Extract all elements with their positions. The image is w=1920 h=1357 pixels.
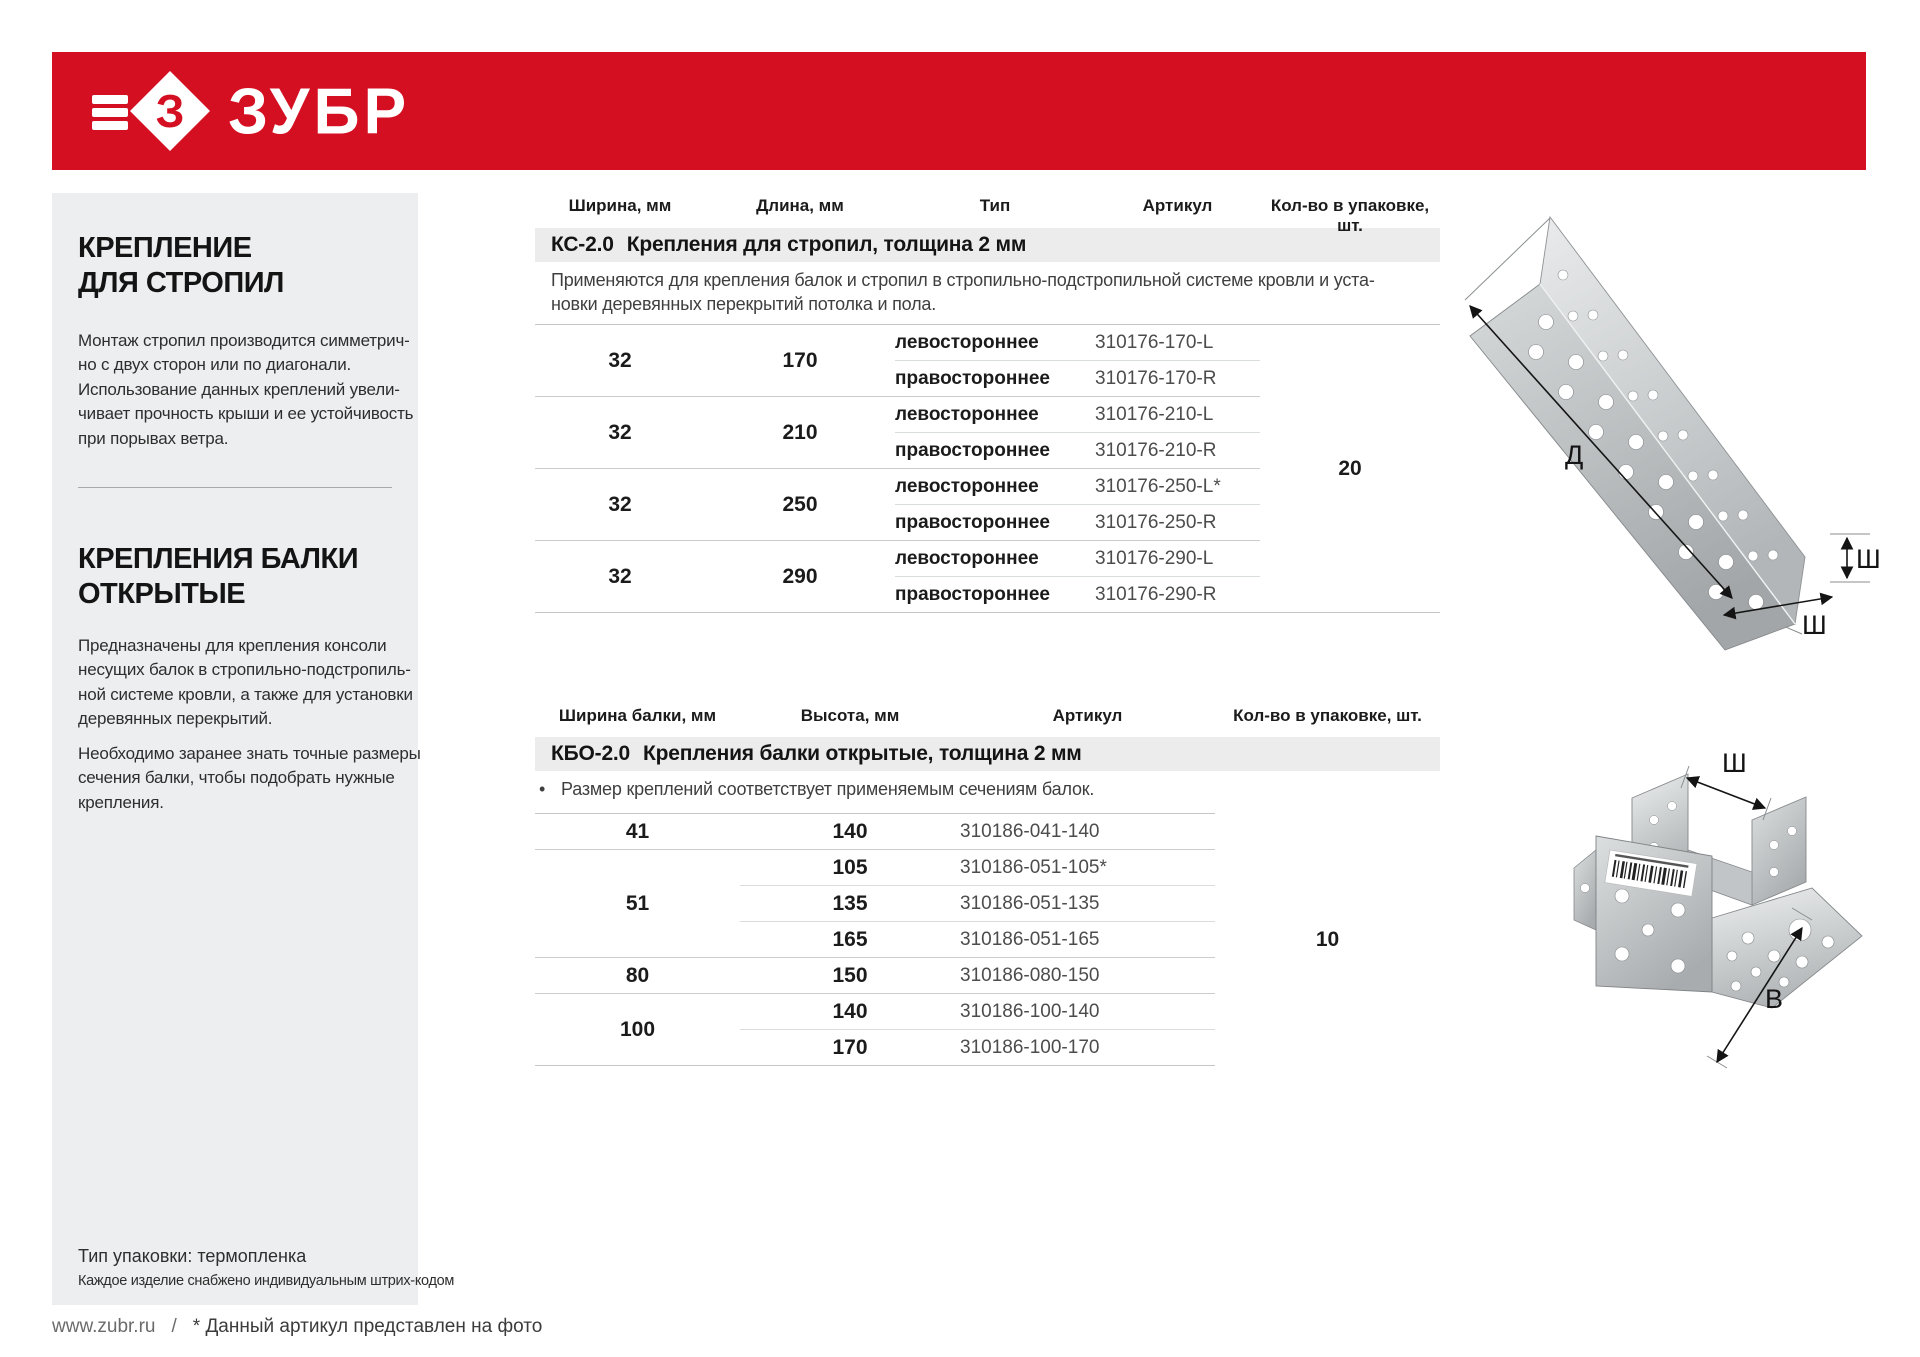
width-cell: 100	[535, 994, 740, 1066]
beam-table-block	[535, 706, 1440, 1066]
col-header-beam-width: Ширина балки, мм	[558, 706, 717, 725]
sidebar-packaging	[78, 1246, 454, 1289]
table-row	[535, 814, 1440, 850]
sidebar-paragraph-rafter: Монтаж стропил производится симметрич- но с двух сторон или по диагонали. Использование данных креплений увели- чивает прочность крыши и ее устойчивость при порывах ветра.	[78, 330, 414, 448]
footer-url[interactable]: www.zubr.ru	[52, 1316, 156, 1337]
article-cell: 310176-210-R	[1095, 433, 1260, 469]
height-cell: 140	[740, 814, 960, 850]
height-cell: 150	[740, 958, 960, 994]
length-cell: 170	[705, 325, 895, 397]
logo-text: ЗУБР	[228, 74, 411, 148]
width-cell: 41	[535, 814, 740, 850]
type-cell: правостороннее	[895, 361, 1095, 397]
packaging-note: Каждое изделие снабжено индивидуальным штрих-кодом	[78, 1273, 455, 1289]
article-cell: 310176-210-L	[1095, 397, 1260, 433]
width-cell: 80	[535, 958, 740, 994]
type-cell: левостороннее	[895, 325, 1095, 361]
type-cell: левостороннее	[895, 397, 1095, 433]
pack-qty-cell: 20	[1338, 456, 1362, 480]
article-cell: 310176-290-R	[1095, 583, 1217, 605]
side-width-dimension-label: Ш	[1856, 544, 1881, 574]
zubr-logo-icon	[90, 69, 212, 153]
rafter-description: Применяются для крепления балок и стропил в стропильно-подстропильной системе кровли и уста- новки деревянных перекрытий потолка и пола.	[551, 270, 1375, 314]
sidebar-paragraph-beam-2: Необходимо заранее знать точные размеры сечения балки, чтобы подобрать нужные крепления.	[78, 743, 421, 812]
type-cell: правостороннее	[895, 583, 1050, 605]
footer-photo-note: * Данный артикул представлен на фото	[192, 1316, 543, 1337]
sidebar-paragraph-beam-1: Предназначены для крепления консоли несущих балок в стропильно-подстропиль- ной системе кровли, а также для установки деревянных перекрытий.	[78, 635, 413, 729]
article-cell: 310176-250-R	[1095, 505, 1260, 541]
zubr-logo	[90, 69, 410, 153]
width-cell: 32	[535, 469, 705, 541]
article-cell: 310176-170-R	[1095, 361, 1260, 397]
pack-qty-cell: 10	[1315, 927, 1340, 951]
beam-table-header	[535, 706, 1440, 737]
sidebar	[52, 193, 455, 1305]
rafter-table-header	[535, 196, 1440, 235]
type-cell: левостороннее	[895, 469, 1095, 505]
beam-table	[535, 813, 1440, 1066]
sidebar-title-beam: КРЕПЛЕНИЯ БАЛКИ ОТКРЫТЫЕ	[78, 543, 359, 611]
svg-text:З: З	[155, 85, 185, 137]
rafter-table	[535, 324, 1440, 613]
article-cell: 310176-290-L	[1095, 541, 1260, 577]
article-cell: 310186-041-140	[960, 814, 1215, 850]
height-cell: 170	[740, 1030, 960, 1066]
rafter-table-block	[535, 196, 1440, 613]
height-cell: 105	[740, 850, 960, 886]
rafter-bracket-photo	[1450, 172, 1910, 657]
height-cell: 135	[740, 886, 960, 922]
col-header-article: Артикул	[1052, 706, 1123, 725]
type-cell: левостороннее	[895, 541, 1095, 577]
length-cell: 290	[782, 564, 818, 588]
width-cell: 51	[535, 850, 740, 958]
col-header-height: Высота, мм	[800, 706, 900, 725]
col-header-article: Артикул	[1142, 196, 1213, 215]
height-cell: 140	[740, 994, 960, 1030]
table-row	[535, 325, 1440, 361]
width-cell: 32	[535, 397, 705, 469]
article-cell: 310186-100-170	[960, 1030, 1215, 1066]
footer-separator: /	[171, 1316, 177, 1337]
sidebar-title-rafter: КРЕПЛЕНИЕ ДЛЯ СТРОПИЛ	[78, 232, 284, 300]
article-cell: 310186-080-150	[960, 958, 1215, 994]
beam-section-band	[535, 737, 1440, 771]
length-cell: 210	[705, 397, 895, 469]
section-title: Крепления балки открытые, толщина 2 мм	[643, 742, 1082, 765]
width-dimension-arrow	[1687, 778, 1765, 808]
type-cell: правостороннее	[895, 505, 1095, 541]
header-band	[52, 52, 1866, 170]
col-header-qty: Кол-во в упаковке, шт.	[1233, 706, 1422, 725]
width-cell: 32	[535, 325, 705, 397]
article-cell: 310186-051-165	[960, 922, 1215, 958]
article-cell: 310176-250-L*	[1095, 469, 1260, 505]
article-cell: 310186-051-105*	[960, 850, 1215, 886]
width-dimension-label: Ш	[1722, 750, 1747, 778]
article-cell: 310186-100-140	[960, 994, 1215, 1030]
section-code: КБО-2.0	[551, 742, 631, 765]
width-cell: 32	[608, 564, 632, 588]
length-dimension-label: Д	[1565, 440, 1584, 470]
section-title: Крепления для стропил, толщина 2 мм	[626, 233, 1027, 256]
height-cell: 165	[740, 922, 960, 958]
sidebar-divider	[78, 487, 392, 488]
section-code: КС-2.0	[551, 233, 614, 256]
bottom-width-dimension-label: Ш	[1802, 610, 1827, 640]
article-cell: 310176-170-L	[1095, 325, 1260, 361]
packaging-type: Тип упаковки: термопленка	[78, 1246, 307, 1266]
type-cell: правостороннее	[895, 433, 1095, 469]
col-header-length: Длина, мм	[756, 196, 844, 215]
footer	[52, 1316, 542, 1338]
height-dimension-label: В	[1765, 984, 1784, 1014]
bracket-right-wing	[1752, 797, 1806, 905]
rafter-section-band	[535, 228, 1440, 262]
article-cell: 310186-051-135	[960, 886, 1215, 922]
col-header-type: Тип	[979, 196, 1011, 215]
beam-bracket-photo	[1560, 750, 1910, 1120]
beam-bullet-note: • Размер креплений соответствует применяемым сечениям балок.	[539, 779, 1095, 799]
col-header-qty: Кол-во в упаковке, шт.	[1270, 196, 1430, 235]
col-header-width: Ширина, мм	[568, 196, 672, 215]
bullet-marker: •	[539, 779, 546, 799]
length-cell: 250	[705, 469, 895, 541]
